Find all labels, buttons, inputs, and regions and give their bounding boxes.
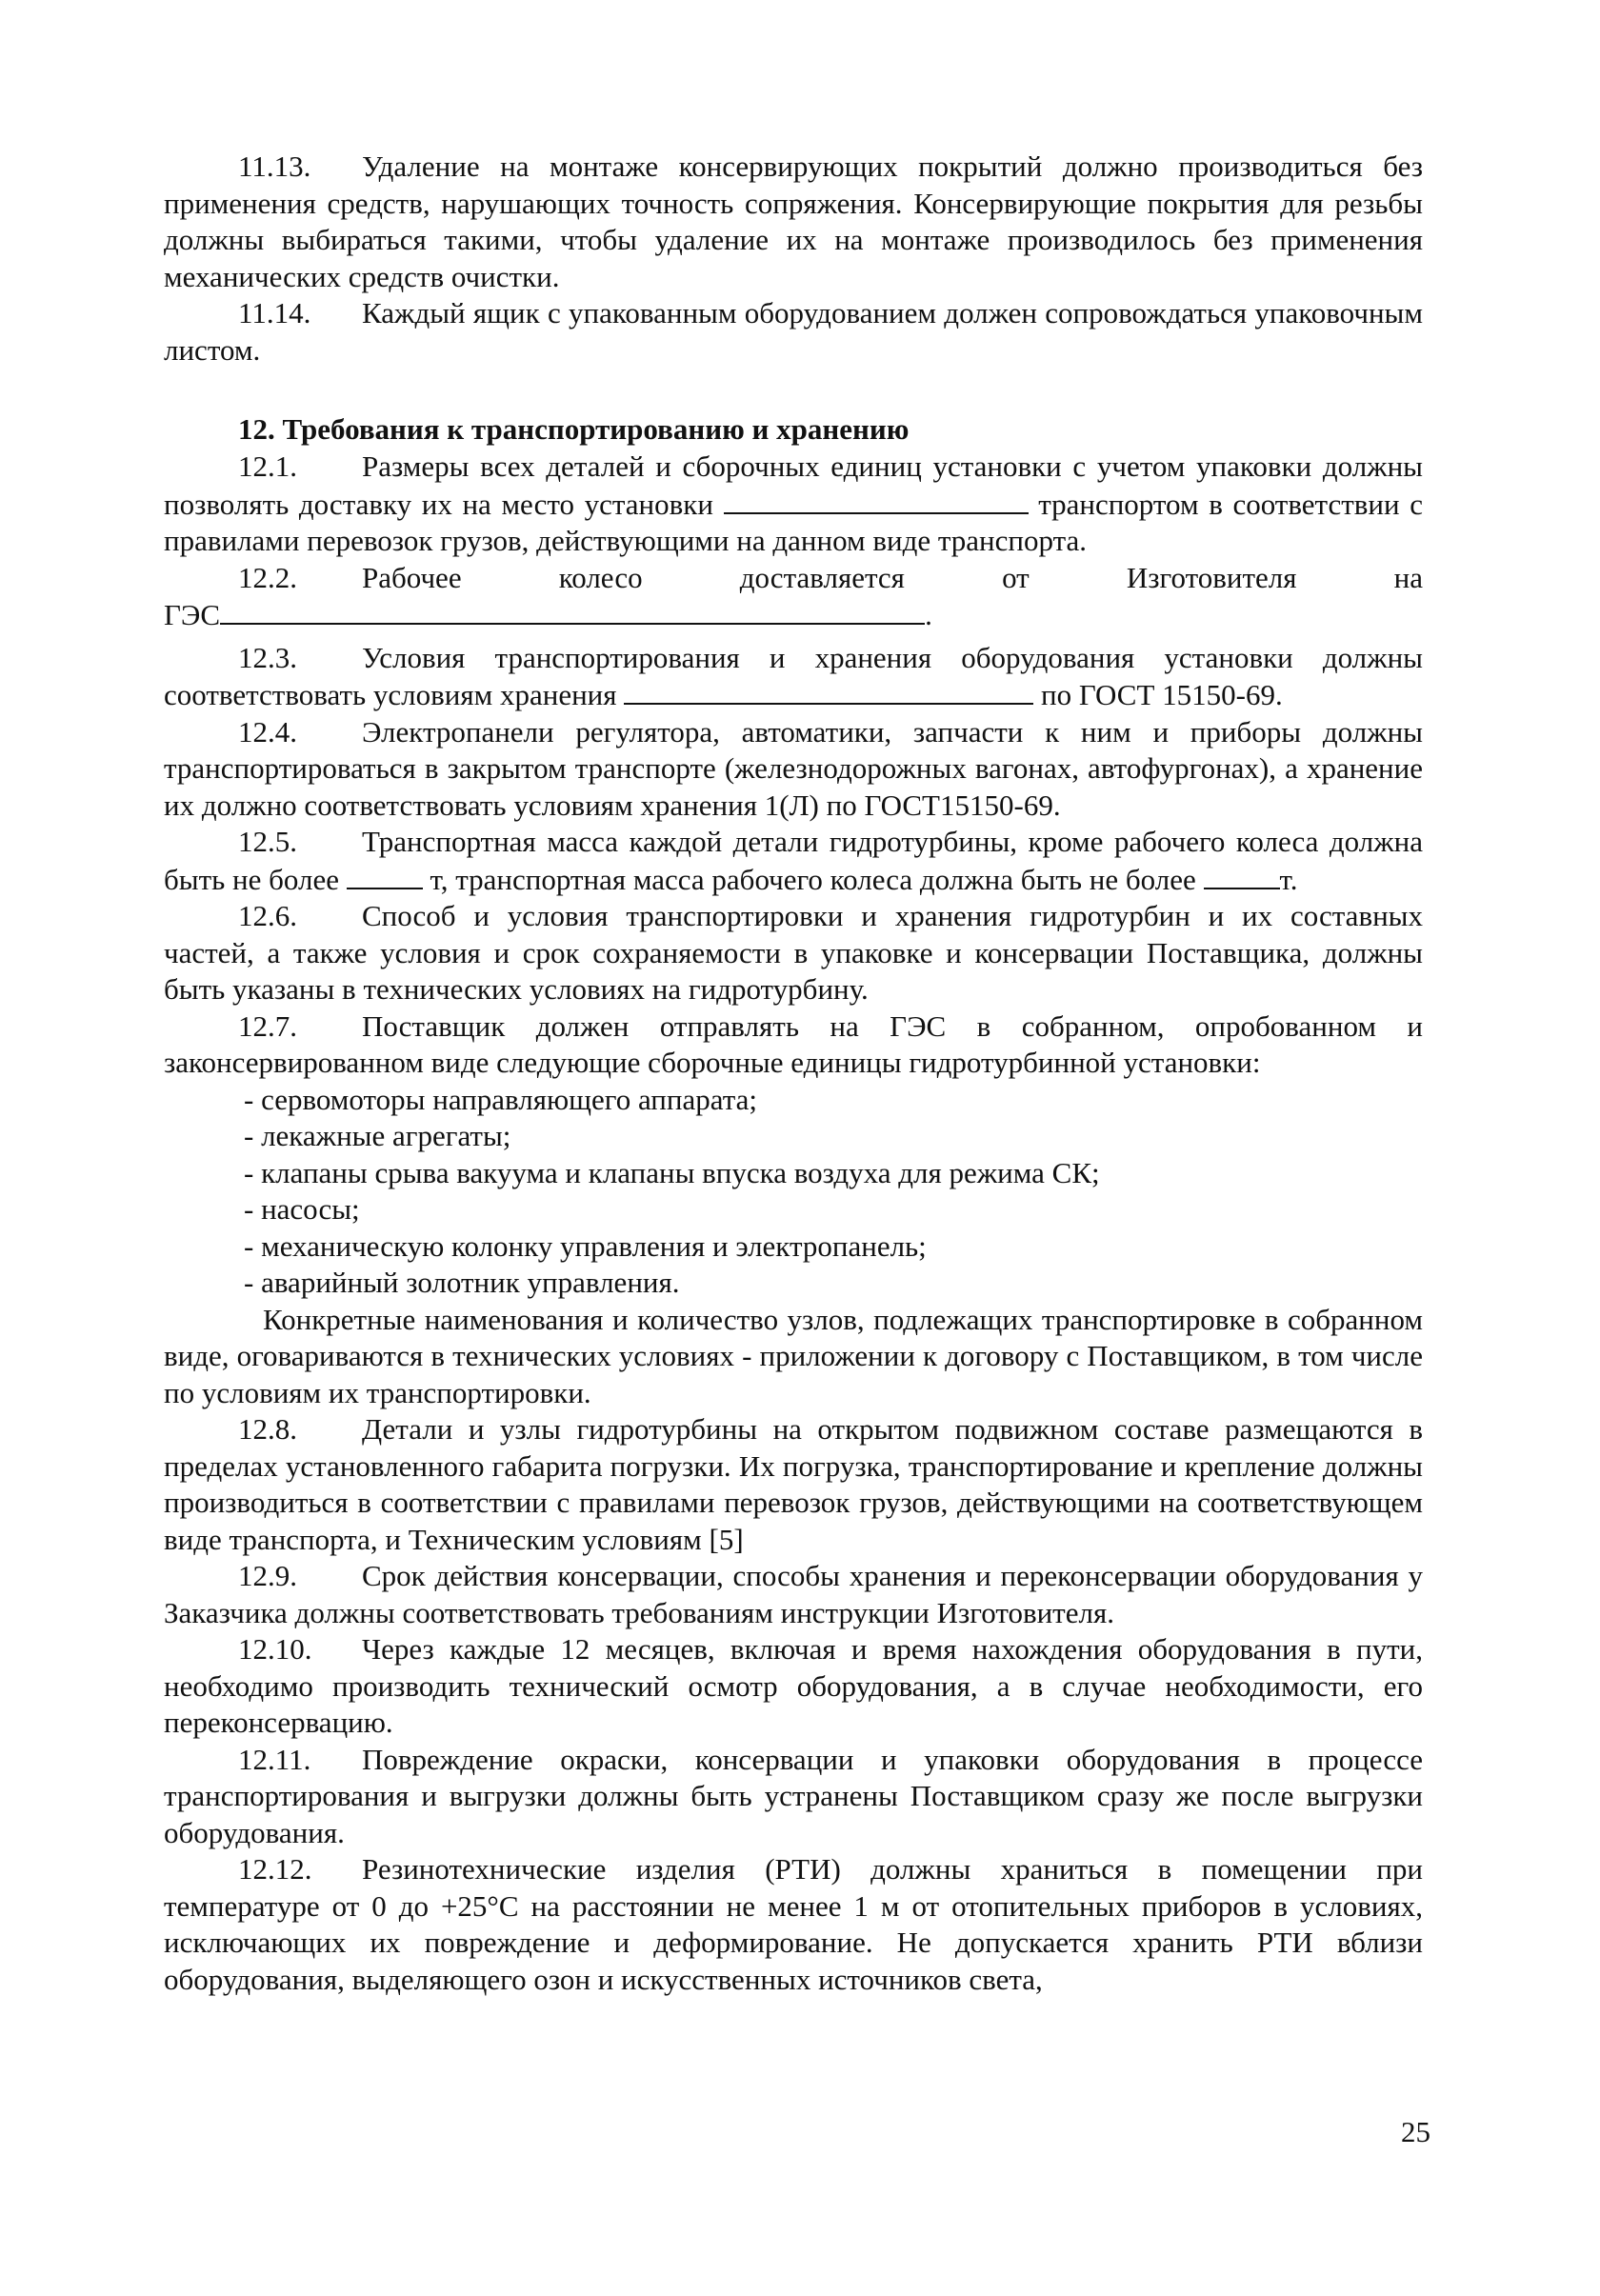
- clause-text: т, транспортная масса рабочего колеса должна быть не более: [430, 862, 1196, 896]
- clause-text: Транспортная масса каждой детали гидротурбины, кроме рабочего колеса должна быть не более: [164, 825, 1423, 896]
- paragraph-11-14: [164, 295, 1423, 369]
- assembly-units-list: [164, 1082, 1423, 1302]
- list-item: - насосы;: [244, 1192, 360, 1226]
- clause-text: т.: [1279, 862, 1298, 896]
- blank-field: [1204, 861, 1280, 889]
- paragraph-11-13: [164, 149, 1423, 295]
- paragraph-12-7: [164, 1008, 1423, 1082]
- paragraph-12-9: [164, 1558, 1423, 1631]
- clause-text: Размеры всех деталей и сборочных единиц установки с учетом упаковки должны позволять доставку их на место установки: [164, 449, 1423, 521]
- clause-text: Детали и узлы гидротурбины на открытом подвижном составе размещаются в пределах установленного габарита погрузки. Их погрузка, транспортирование и крепление должны производиться в соответствии с правилами перевозок грузов, действующими на соответствующем виде транспорта, и Техническим условиям [5]: [164, 1412, 1423, 1556]
- paragraph-12-4: [164, 714, 1423, 825]
- list-item: - аварийный золотник управления.: [244, 1266, 680, 1299]
- clause-text: по ГОСТ 15150-69.: [1041, 678, 1283, 711]
- clause-text: Способ и условия транспортировки и хранения гидротурбин и их составных частей, а также условия и срок сохраняемости в упаковке и консервации Поставщика, должны быть указаны в технических условиях на гидротурбину.: [164, 899, 1423, 1006]
- clause-text: ГЭС: [164, 598, 221, 631]
- list-item: - механическую колонку управления и электропанель;: [244, 1228, 927, 1263]
- clause-number: 12.1.: [238, 449, 297, 483]
- clause-number: 12.8.: [238, 1412, 297, 1446]
- clause-text: Удаление на монтаже консервирующих покрытий должно производиться без применения средств, нарушающих точность сопряжения. Консервирующие покрытия для резьбы должны выбираться такими, чтобы удаление их на монтаже производилось без применения механических средств очистки.: [164, 150, 1423, 293]
- clause-number: 12.6.: [238, 899, 297, 932]
- clause-number: 12.7.: [238, 1008, 297, 1043]
- paragraph-12-6: [164, 898, 1423, 1008]
- clause-text: Поставщик должен отправлять на ГЭС в собранном, опробованном и законсервированном виде следующие сборочные единицы гидротурбинной установки:: [164, 1008, 1423, 1079]
- paragraph-12-3: [164, 640, 1423, 714]
- clause-number: 11.13.: [238, 150, 311, 183]
- paragraph-12-10: [164, 1631, 1423, 1742]
- blank-field: [347, 861, 423, 889]
- clause-number: 12.2.: [238, 560, 297, 594]
- clause-text: Рабочее колесо доставляется от Изготовителя на: [362, 560, 1423, 594]
- clause-text: Каждый ящик с упакованным оборудованием должен сопровождаться упаковочным листом.: [164, 296, 1423, 367]
- document-page: [164, 149, 1423, 1998]
- list-item: - клапаны срыва вакуума и клапаны впуска воздуха для режима СК;: [244, 1155, 1100, 1189]
- clause-number: 12.10.: [238, 1632, 312, 1666]
- section-title: 12. Требования к транспортированию и хранению: [238, 412, 910, 446]
- clause-text: Срок действия консервации, способы хранения и переконсервации оборудования у Заказчика должны соответствовать требованиям инструкции Изготовителя.: [164, 1559, 1423, 1629]
- clause-number: 12.11.: [238, 1742, 311, 1776]
- clause-number: 12.4.: [238, 714, 297, 749]
- paragraph-12-2-cont: ГЭС .: [164, 598, 932, 631]
- paragraph-12-2: [164, 560, 1423, 597]
- clause-number: 12.12.: [238, 1852, 312, 1886]
- clause-number: 12.3.: [238, 640, 297, 674]
- paragraph-12-8: [164, 1411, 1423, 1558]
- clause-text: транспортом в соответствии с правилами перевозок грузов, действующими на данном виде транспорта.: [164, 487, 1423, 557]
- blank-field: [220, 596, 925, 625]
- clause-text: Повреждение окраски, консервации и упаковки оборудования в процессе транспортирования и выгрузки должны быть устранены Поставщиком сразу же после выгрузки оборудования.: [164, 1742, 1423, 1849]
- clause-number: 12.9.: [238, 1559, 297, 1592]
- paragraph-12-1: [164, 449, 1423, 560]
- paragraph-12-7-note: Конкретные наименования и количество узлов, подлежащих транспортировке в собранном виде, оговариваются в технических условиях - приложении к договору с Поставщиком, в том числе по условиям их транспортировки.: [164, 1302, 1423, 1409]
- clause-number: 11.14.: [238, 296, 311, 329]
- list-item: - лекажные агрегаты;: [244, 1119, 511, 1152]
- page-number: 25: [1401, 2115, 1430, 2148]
- clause-text: Через каждые 12 месяцев, включая и время нахождения оборудования в пути, необходимо производить технический осмотр оборудования, а в случае необходимости, его переконсервацию.: [164, 1632, 1423, 1739]
- paragraph-12-11: [164, 1742, 1423, 1852]
- paragraph-12-12: [164, 1851, 1423, 1998]
- paragraph-12-5: [164, 824, 1423, 898]
- blank-field: [724, 486, 1029, 514]
- blank-field: [624, 676, 1033, 705]
- clause-text: Резинотехнические изделия (РТИ) должны храниться в помещении при температуре от 0 до +25°С на расстоянии не менее 1 м от отопительных приборов в условиях, исключающих их повреждение и деформирование. Не допускается хранить РТИ вблизи оборудования, выделяющего озон и искусственных источников света,: [164, 1852, 1423, 1996]
- clause-text: Электропанели регулятора, автоматики, запчасти к ним и приборы должны транспортироваться в закрытом транспорте (железнодорожных вагонах, автофургонах), а хранение их должно соответствовать условиям хранения 1(Л) по ГОСТ15150-69.: [164, 714, 1423, 822]
- clause-number: 12.5.: [238, 825, 297, 858]
- clause-text: Условия транспортирования и хранения оборудования установки должны соответствовать условиям хранения: [164, 640, 1423, 711]
- list-item: - сервомоторы направляющего аппарата;: [244, 1082, 758, 1116]
